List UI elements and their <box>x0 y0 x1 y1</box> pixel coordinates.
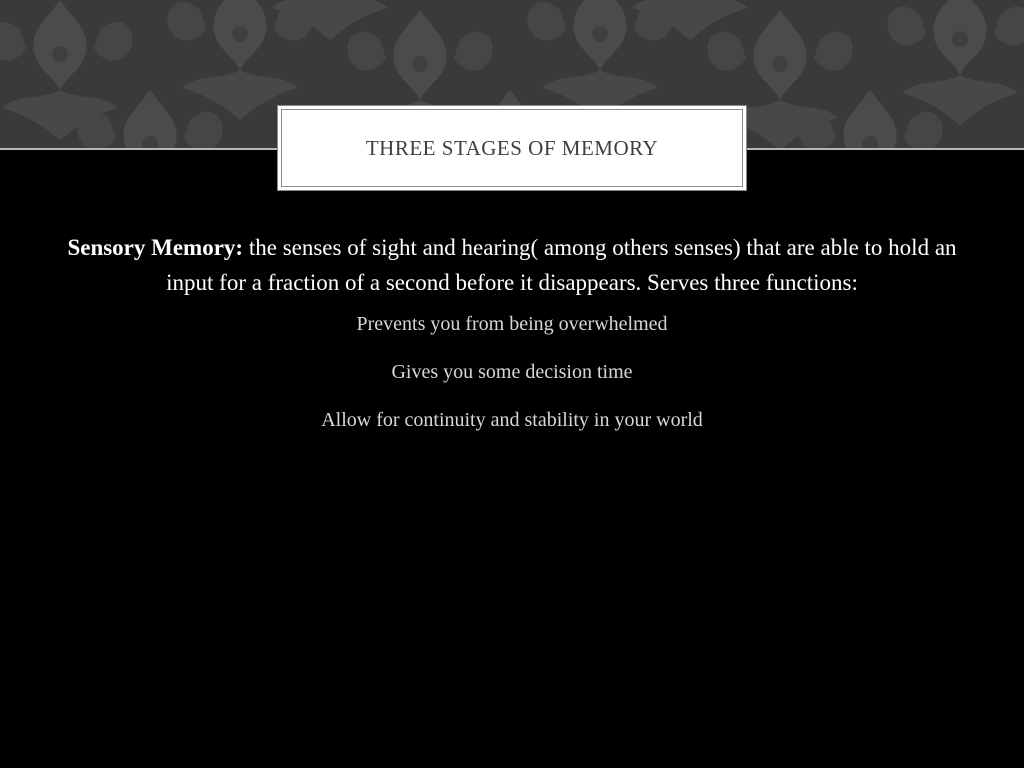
functions-list <box>50 310 974 434</box>
intro-paragraph <box>50 230 974 300</box>
list-item: Gives you some decision time <box>391 361 633 383</box>
title-box-inner-frame <box>281 109 743 187</box>
list-item: Prevents you from being overwhelmed <box>356 313 668 335</box>
title-box <box>277 105 747 191</box>
intro-text: the senses of sight and hearing( among others senses) that are able to hold an input for a fraction of a second before it disappears. Serves three functions: <box>166 235 957 295</box>
list-item: Allow for continuity and stability in your world <box>321 409 703 431</box>
intro-term: Sensory Memory: <box>67 235 244 260</box>
slide-body <box>50 230 974 454</box>
slide-title: THREE STAGES OF MEMORY <box>365 135 659 160</box>
